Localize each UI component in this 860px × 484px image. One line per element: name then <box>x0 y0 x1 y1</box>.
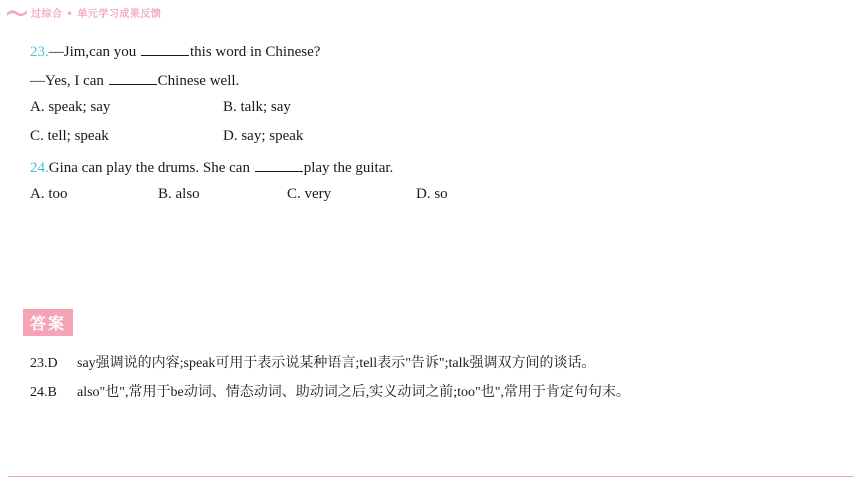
bottom-divider <box>8 476 854 477</box>
question-23-number: 23. <box>30 44 49 60</box>
answer-23-number: 23.D <box>30 356 58 371</box>
answer-blank <box>109 69 157 85</box>
answer-blank <box>255 156 303 172</box>
answer-24-number: 24.B <box>30 385 57 400</box>
answer-23 <box>30 355 596 373</box>
question-23-option-a: A. speak; say <box>30 99 111 115</box>
answer-23-explanation: say强调说的内容;speak可用于表示说某种语言;tell表示"告诉";talk强调双方间的谈话。 <box>77 356 596 371</box>
question-23-option-b: B. talk; say <box>223 99 291 115</box>
question-23-reply-after: Chinese well. <box>157 73 240 89</box>
answer-label-badge: 答案 <box>23 309 73 336</box>
question-23-text-after: this word in Chinese? <box>190 44 321 60</box>
question-24-text-after: play the guitar. <box>303 160 394 176</box>
question-24-option-d: D. so <box>416 186 448 202</box>
question-24-line-1 <box>30 156 393 177</box>
question-23-line-1 <box>30 40 320 61</box>
answer-24-explanation: also"也",常用于be动词、情态动词、助动词之后,实义动词之前;too"也",常用于肯定句句末。 <box>77 385 630 400</box>
question-23-option-d: D. say; speak <box>223 128 304 144</box>
question-24-text-before: Gina can play the drums. She can <box>48 160 254 176</box>
brand-logo-icon <box>6 7 28 17</box>
question-23-line-2 <box>30 69 239 90</box>
question-24-option-c: C. very <box>287 186 332 202</box>
question-24-number: 24. <box>30 160 49 176</box>
header-title: 过综合 • 单元学习成果反馈 <box>31 8 162 20</box>
answer-blank <box>141 40 189 56</box>
question-23-reply-before: —Yes, I can <box>30 73 108 89</box>
question-23-option-c: C. tell; speak <box>30 128 109 144</box>
question-24-option-a: A. too <box>30 186 68 202</box>
answer-24 <box>30 384 630 402</box>
page-header <box>6 4 161 20</box>
question-23-text-before: —Jim,can you <box>48 44 140 60</box>
question-24-option-b: B. also <box>158 186 200 202</box>
